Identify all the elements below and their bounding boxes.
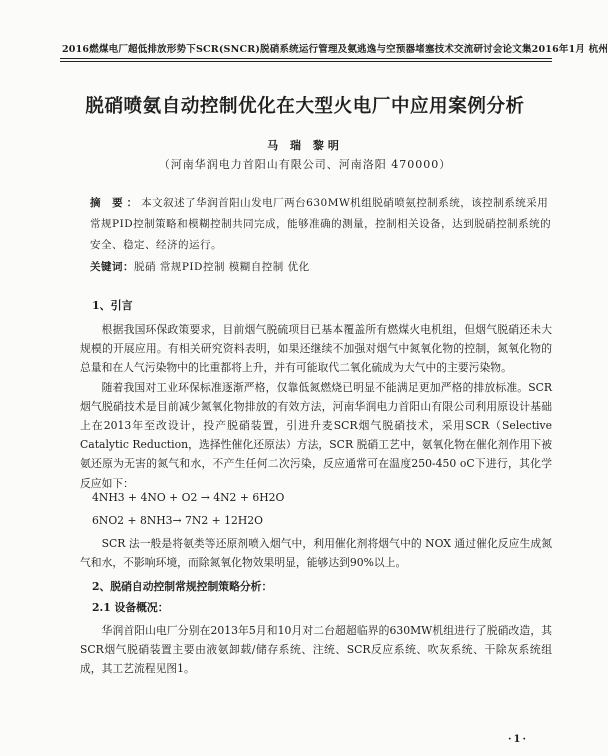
running-header — [62, 41, 608, 55]
page-number: ·1· — [508, 734, 528, 745]
equation-1: 4NH3 + 4NO + O2 → 4N2 + 6H2O — [92, 491, 285, 504]
paragraph: 华润首阳山电厂分别在2013年5月和10月对二台超超临界的630MW机组进行了脱硝改造，其SCR烟气脱硝装置主要由液氨卸载/储存系统、注统、SCR反应系统、吹灰系统、干除灰系统组成，其工艺流程见图1。 — [80, 624, 552, 676]
running-header-left: 2016燃煤电厂超低排放形势下SCR(SNCR)脱硝系统运行管理及氨逃逸与空预器堵塞技术交流研讨会论文集 — [62, 44, 532, 55]
section-1-heading: 1、引言 — [92, 299, 133, 312]
equation-2: 6NO2 + 8NH3→ 7N2 + 12H2O — [92, 514, 263, 527]
affiliation: （河南华润电力首阳山有限公司、河南洛阳 470000） — [158, 158, 452, 171]
section-2-heading: 2、脱硝自动控制常规控制策略分析： — [92, 580, 273, 593]
section-1-body — [80, 320, 552, 493]
keywords-label: 关键词： — [90, 261, 134, 273]
keywords — [90, 257, 552, 277]
section-1-conclusion — [80, 534, 552, 572]
authors: 马 瑞 黎明 — [267, 139, 343, 152]
header-rule-thin — [60, 61, 552, 62]
header-rule — [60, 58, 552, 59]
keywords-text: 脱硝 常规PID控制 模糊自控制 优化 — [134, 261, 310, 273]
running-header-right: 2016年1月 杭州 — [531, 44, 608, 55]
abstract-text: 本文叙述了华润首阳山发电厂两台630MW机组脱硝喷氨控制系统，该控制系统采用常规PID控制策略和模糊控制共同完成，能够准确的测量，控制相关设备，达到脱硝控制系统的安全、稳定、经济的运行。 — [90, 197, 552, 251]
abstract-label: 摘 要： — [90, 197, 142, 209]
section-2-body — [80, 621, 552, 679]
section-2-1-heading: 2.1 设备概况： — [92, 601, 169, 614]
paragraph: 根据我国环保政策要求，目前烟气脱硫项目已基本覆盖所有燃煤火电机组，但烟气脱硝还未大规模的开展应用。有相关研究资料表明，如果还继续不加强对烟气中氮氧化物的控制，氮氧化物的总量和在人气污染物中的比重都将上升，并有可能取代二氧化硫成为大气中的主要污染物。 — [80, 323, 552, 375]
paper-title: 脱硝喷氨自动控制优化在大型火电厂中应用案例分析 — [85, 96, 525, 117]
paragraph: 随着我国对工业环保标准逐渐严格，仅靠低氮燃烧已明显不能满足更加严格的排放标准。SCR烟气脱硝技术是目前减少氮氧化物排放的有效方法，河南华润电力首阳山有限公司利用原设计基础上在2013年至改设计，投产脱硝装置，引进升麦SCR烟气脱硝技术，采用SCR（Selective Catalytic Reduction，选择性催化还原法）方法，SCR 脱硝工艺中，氨氧化物在催化剂作用下被氨还原为无害的氮气和水，不产生任何二次污染，反应通常可在温度250-450 oC下进行，其化学反应如下： — [80, 380, 552, 490]
abstract — [90, 193, 552, 256]
paragraph: SCR 法一般是将氨类等还原剂喷入烟气中，利用催化剂将烟气中的 NOX 通过催化反应生成氮气和水，不影响环境，而除氮氧化物效果明显，能够达到90%以上。 — [80, 537, 552, 570]
